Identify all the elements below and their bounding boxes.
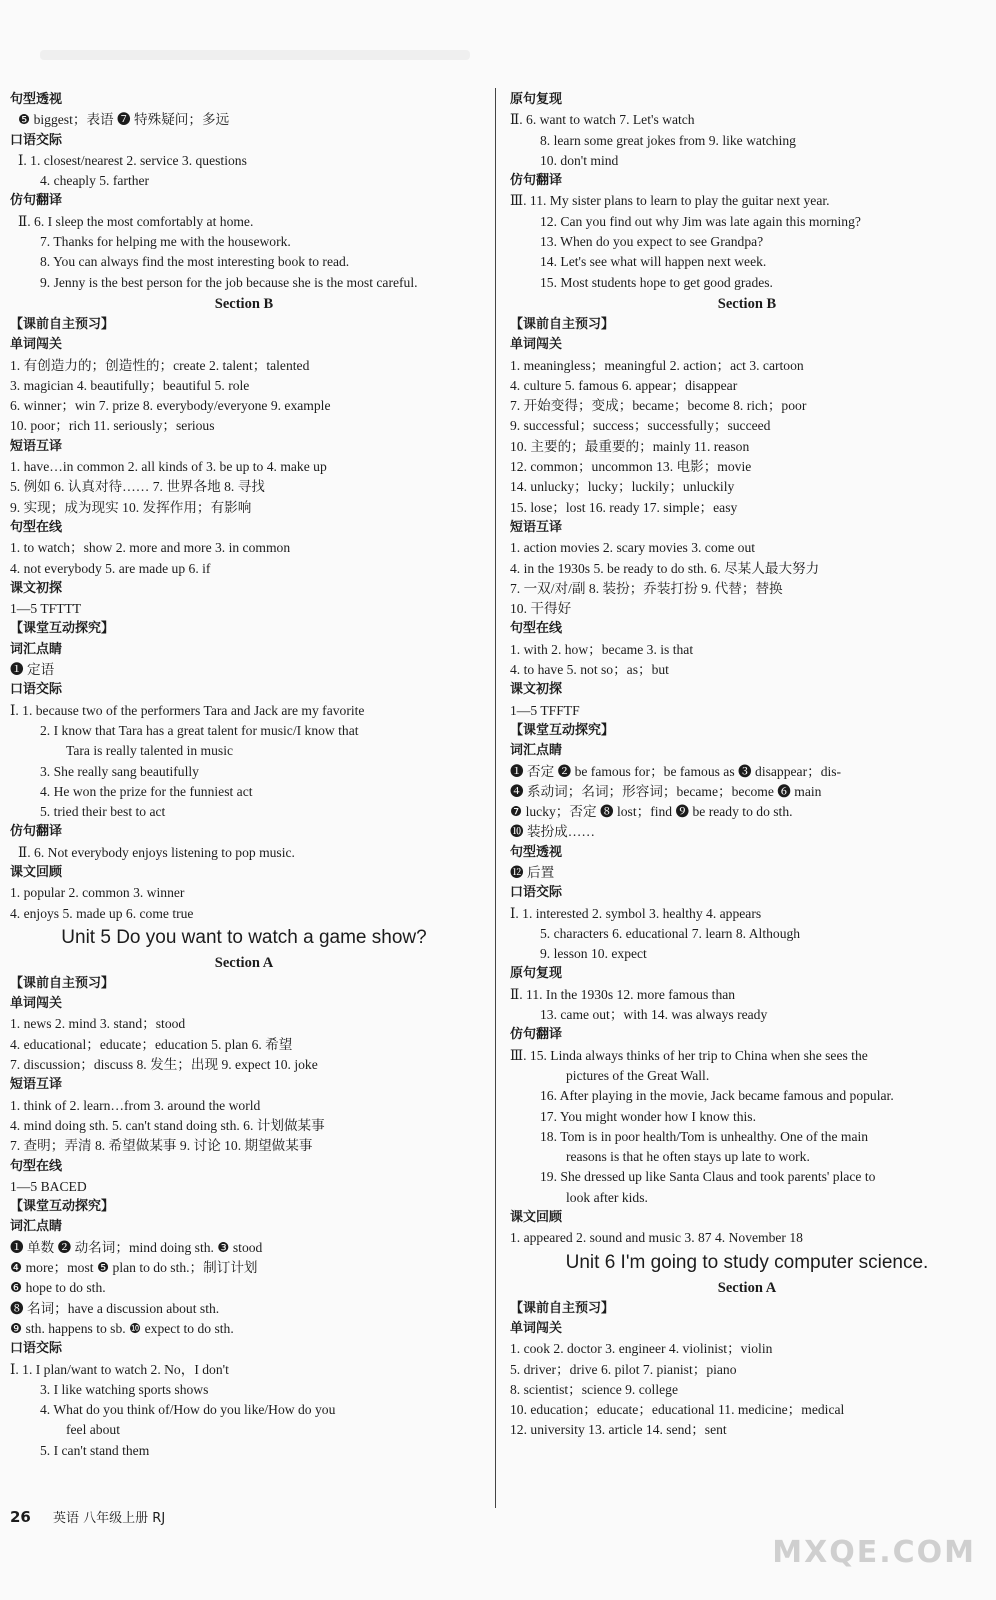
section-heading: 单词闯关 xyxy=(510,1320,563,1336)
answer-line: 1. news 2. mind 3. stand；stood xyxy=(10,1016,186,1032)
answer-line: 1. popular 2. common 3. winner xyxy=(10,885,185,901)
answer-line: 1. with 2. how；became 3. is that xyxy=(510,641,694,657)
answer-line: 1—5 TFTTT xyxy=(10,601,82,617)
answer-line: 13. came out；with 14. was always ready xyxy=(540,1007,768,1023)
answer-line: 4. culture 5. famous 6. appear；disappear xyxy=(510,377,738,393)
answer-line: feel about xyxy=(66,1422,120,1438)
answer-line: ⓬ 后置 xyxy=(510,864,555,880)
answer-line: 17. You might wonder how I know this. xyxy=(540,1108,756,1124)
section-heading: 课文初探 xyxy=(510,682,563,698)
section-heading: 仿句翻译 xyxy=(510,173,563,189)
section-heading: 【课堂互动探究】 xyxy=(510,722,615,738)
answer-line: 7. Thanks for helping me with the housework. xyxy=(40,234,291,250)
answer-line: 8. learn some great jokes from 9. like watching xyxy=(540,132,796,148)
answer-line: Ⅰ. 1. I plan/want to watch 2. No，I don't xyxy=(10,1361,229,1377)
section-heading: 句型在线 xyxy=(510,621,563,637)
section-title: Section A xyxy=(214,954,274,971)
section-heading: 词汇点睛 xyxy=(510,743,563,759)
answer-line: pictures of the Great Wall. xyxy=(566,1067,710,1083)
section-title: Section B xyxy=(717,295,777,312)
answer-line: 4. educational；educate；education 5. plan 6. 希望 xyxy=(10,1036,293,1052)
answer-line: 14. unlucky；lucky；luckily；unluckily xyxy=(510,479,735,495)
answer-line: ❽ 名词；have a discussion about sth. xyxy=(10,1300,220,1316)
section-heading: 原句复现 xyxy=(510,92,563,107)
answer-line: 6. winner；win 7. prize 8. everybody/everyone 9. example xyxy=(10,398,331,414)
answer-line: 7. 开始变得；变成；became；become 8. rich；poor xyxy=(510,398,807,414)
right-column xyxy=(510,90,984,1441)
answer-line: 3. She really sang beautifully xyxy=(40,763,199,779)
answer-line: 1. cook 2. doctor 3. engineer 4. violinist；violin xyxy=(510,1341,773,1357)
answer-line: 5. I can't stand them xyxy=(40,1442,150,1458)
answer-line: ❾ sth. happens to sb. ❿ expect to do sth. xyxy=(10,1320,234,1336)
answer-line: 19. She dressed up like Santa Claus and took parents' place to xyxy=(540,1169,876,1185)
section-heading: 句型在线 xyxy=(10,519,63,535)
section-heading: 【课堂互动探究】 xyxy=(10,1199,115,1215)
unit-title: Unit 5 Do you want to watch a game show? xyxy=(61,926,427,948)
section-heading: 口语交际 xyxy=(10,1341,63,1357)
section-heading: 词汇点睛 xyxy=(10,641,63,657)
answer-line: 14. Let's see what will happen next week. xyxy=(540,254,767,270)
header-bar xyxy=(40,50,470,60)
section-heading: 短语互译 xyxy=(10,1077,63,1093)
answer-line: ❺ biggest；表语 ❼ 特殊疑问；多远 xyxy=(18,112,230,128)
watermark: MXQE.COM xyxy=(772,1535,976,1570)
section-heading: 单词闯关 xyxy=(10,337,63,353)
answer-line: 10. don't mind xyxy=(540,152,619,168)
answer-line: 1. appeared 2. sound and music 3. 87 4. November 18 xyxy=(510,1230,803,1246)
answer-line: 16. After playing in the movie, Jack became famous and popular. xyxy=(540,1088,894,1104)
answer-line: 1—5 TFFTF xyxy=(510,702,580,718)
answer-line: 9. 实现；成为现实 10. 发挥作用；有影响 xyxy=(10,499,252,515)
section-heading: 课文回顾 xyxy=(10,864,63,880)
answer-line: ❶ 单数 ❷ 动名词；mind doing sth. ❸ stood xyxy=(10,1239,263,1255)
section-heading: 句型透视 xyxy=(510,844,563,860)
answer-line: 9. lesson 10. expect xyxy=(540,946,647,962)
answer-line: 10. poor；rich 11. seriously；serious xyxy=(10,418,215,434)
answer-line: look after kids. xyxy=(566,1189,648,1205)
answer-line: ❿ 装扮成…… xyxy=(510,824,595,840)
answer-line: Ⅰ. 1. interested 2. symbol 3. healthy 4. appears xyxy=(510,905,762,921)
section-heading: 仿句翻译 xyxy=(10,824,63,840)
section-heading: 口语交际 xyxy=(510,885,563,901)
section-heading: 单词闯关 xyxy=(510,337,563,353)
answer-line: 15. Most students hope to get good grades. xyxy=(540,274,773,290)
answer-line: 4. He won the prize for the funniest act xyxy=(40,783,253,799)
section-title: Section A xyxy=(717,1279,777,1296)
answer-line: 5. characters 6. educational 7. learn 8. Although xyxy=(540,925,801,941)
left-column xyxy=(10,90,478,1461)
answer-line: Tara is really talented in music xyxy=(66,743,234,759)
answer-line: 4. not everybody 5. are made up 6. if xyxy=(10,560,211,576)
answer-line: 4. What do you think of/How do you like/How do you xyxy=(40,1402,336,1418)
answer-line: Ⅰ. 1. because two of the performers Tara and Jack are my favorite xyxy=(10,702,365,718)
answer-line: 2. I know that Tara has a great talent for music/I know that xyxy=(40,722,359,738)
section-heading: 仿句翻译 xyxy=(10,193,63,209)
section-heading: 原句复现 xyxy=(510,966,563,982)
answer-line: 4. cheaply 5. farther xyxy=(40,173,150,189)
answer-line: ❼ lucky；否定 ❽ lost；find ❾ be ready to do sth. xyxy=(510,804,793,820)
answer-line: ❹ 系动词；名词；形容词；became；become ❻ main xyxy=(510,783,822,799)
answer-line: 4. enjoys 5. made up 6. come true xyxy=(10,905,194,921)
answer-line: 1. think of 2. learn…from 3. around the world xyxy=(10,1097,261,1113)
answer-line: 1. action movies 2. scary movies 3. come out xyxy=(510,540,756,556)
answer-line: Ⅱ. 6. want to watch 7. Let's watch xyxy=(510,112,695,128)
section-heading: 课文回顾 xyxy=(510,1210,563,1226)
section-heading: 口语交际 xyxy=(10,132,63,148)
answer-line: 7. 查明；弄清 8. 希望做某事 9. 讨论 10. 期望做某事 xyxy=(10,1138,313,1154)
section-heading: 【课前自主预习】 xyxy=(510,1300,615,1316)
section-heading: 单词闯关 xyxy=(10,996,63,1012)
footer-text: 英语 八年级上册 RJ xyxy=(53,1511,166,1526)
answer-line: ❶ 定语 xyxy=(10,662,55,678)
section-heading: 【课前自主预习】 xyxy=(510,316,615,332)
answer-line: 8. You can always find the most interesting book to read. xyxy=(40,254,350,270)
answer-line: 9. Jenny is the best person for the job because she is the most careful. xyxy=(40,274,418,290)
answer-line: 12. university 13. article 14. send；sent xyxy=(510,1422,727,1438)
answer-line: Ⅱ. 6. I sleep the most comfortably at home. xyxy=(18,213,254,229)
answer-line: 4. in the 1930s 5. be ready to do sth. 6. 尽某人最大努力 xyxy=(510,560,820,576)
answer-line: 1. 有创造力的；创造性的；create 2. talent；talented xyxy=(10,357,310,373)
answer-line: 4. to have 5. not so；as；but xyxy=(510,662,669,678)
section-title: Section B xyxy=(214,295,274,312)
page-footer xyxy=(10,1507,165,1526)
answer-line: 1. to watch；show 2. more and more 3. in common xyxy=(10,540,291,556)
section-heading: 句型在线 xyxy=(10,1158,63,1174)
answer-line: 1—5 BACED xyxy=(10,1178,87,1194)
section-heading: 短语互译 xyxy=(510,519,563,535)
answer-line: Ⅲ. 15. Linda always thinks of her trip to China when she sees the xyxy=(510,1047,868,1063)
answer-line: 15. lose；lost 16. ready 17. simple；easy xyxy=(510,499,738,515)
page-number: 26 xyxy=(10,1508,31,1526)
answer-line: 3. magician 4. beautifully；beautiful 5. role xyxy=(10,377,250,393)
section-heading: 【课前自主预习】 xyxy=(10,316,115,332)
answer-line: 10. 干得好 xyxy=(510,601,572,617)
answer-line: 18. Tom is in poor health/Tom is unhealthy. One of the main xyxy=(540,1128,869,1144)
unit-title: Unit 6 I'm going to study computer science. xyxy=(565,1251,929,1273)
section-heading: 【课前自主预习】 xyxy=(10,975,115,991)
section-heading: 【课堂互动探究】 xyxy=(10,621,115,637)
answer-line: 5. 例如 6. 认真对待…… 7. 世界各地 8. 寻找 xyxy=(10,479,265,495)
answer-line: 1. meaningless；meaningful 2. action；act 3. cartoon xyxy=(510,357,804,373)
answer-line: ❶ 否定 ❷ be famous for；be famous as ❸ disappear；dis- xyxy=(510,763,842,779)
answer-line: Ⅰ. 1. closest/nearest 2. service 3. questions xyxy=(18,152,247,168)
answer-line: 10. 主要的；最重要的；mainly 11. reason xyxy=(510,438,750,454)
answer-line: 13. When do you expect to see Grandpa? xyxy=(540,234,764,250)
column-divider xyxy=(495,88,496,1508)
section-heading: 词汇点睛 xyxy=(10,1219,63,1235)
answer-line: 1. have…in common 2. all kinds of 3. be up to 4. make up xyxy=(10,459,327,475)
section-heading: 句型透视 xyxy=(10,92,63,107)
answer-line: ❹ more；most ❺ plan to do sth.；制订计划 xyxy=(10,1260,258,1276)
section-heading: 短语互译 xyxy=(10,438,63,454)
section-heading: 仿句翻译 xyxy=(510,1027,563,1043)
answer-line: reasons is that he often stays up late to work. xyxy=(566,1149,810,1165)
answer-line: 10. education；educate；educational 11. medicine；medical xyxy=(510,1402,845,1418)
answer-line: Ⅲ. 11. My sister plans to learn to play the guitar next year. xyxy=(510,193,830,209)
answer-line: 5. tried their best to act xyxy=(40,804,166,820)
answer-line: 12. common；uncommon 13. 电影；movie xyxy=(510,459,752,475)
answer-line: ❻ hope to do sth. xyxy=(10,1280,106,1296)
section-heading: 课文初探 xyxy=(10,580,63,596)
section-heading: 口语交际 xyxy=(10,682,63,698)
answer-line: 8. scientist；science 9. college xyxy=(510,1381,678,1397)
answer-line: 7. 一双/对/副 8. 装扮；乔装打扮 9. 代替；替换 xyxy=(510,580,783,596)
answer-line: Ⅱ. 6. Not everybody enjoys listening to pop music. xyxy=(18,844,295,860)
answer-line: Ⅱ. 11. In the 1930s 12. more famous than xyxy=(510,986,736,1002)
answer-line: 4. mind doing sth. 5. can't stand doing sth. 6. 计划做某事 xyxy=(10,1117,325,1133)
answer-line: 5. driver；drive 6. pilot 7. pianist；piano xyxy=(510,1361,737,1377)
answer-line: 12. Can you find out why Jim was late again this morning? xyxy=(540,213,861,229)
answer-line: 7. discussion；discuss 8. 发生；出现 9. expect 10. joke xyxy=(10,1057,318,1073)
answer-line: 9. successful；success；successfully；succeed xyxy=(510,418,771,434)
answer-line: 3. I like watching sports shows xyxy=(40,1381,209,1397)
